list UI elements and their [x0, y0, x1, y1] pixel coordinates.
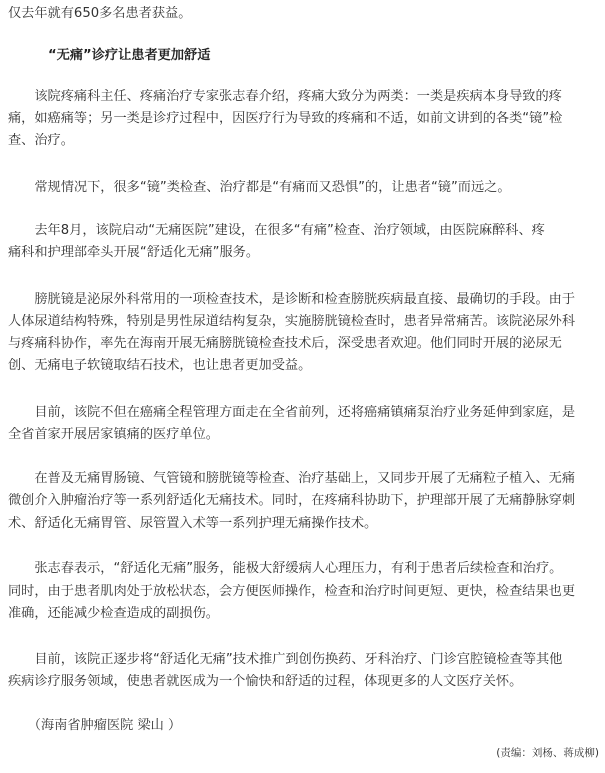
paragraph-line: 目前，该院正逐步将“舒适化无痛”技术推广到创伤换药、牙科治疗、门诊宫腔镜检查等其他: [8, 652, 563, 667]
paragraph-line: 术、舒适化无痛胃管、尿管置入术等一系列护理无痛操作技术。: [8, 516, 378, 531]
paragraph-line: 痛，如癌痛等；另一类是诊疗过程中，因医疗行为导致的疼痛和不适，如前文讲到的各类“镜”检: [8, 111, 563, 126]
paragraph-line: 微创介入肿瘤治疗等一系列舒适化无痛技术。同时，在疼痛科协助下，护理部开展了无痛静脉穿刺: [8, 493, 576, 508]
paragraph-line: 痛科和护理部牵头开展“舒适化无痛”服务。: [8, 245, 260, 260]
paragraph-line: 准确，还能减少检查造成的副损伤。: [8, 606, 219, 621]
editor-credit: (责编：刘杨、蒋成柳): [496, 747, 599, 759]
paragraph-line: 张志春表示，“舒适化无痛”服务，能极大舒缓病人心理压力，有利于患者后续检查和治疗。: [8, 561, 563, 576]
paragraph-line: 在普及无痛胃肠镜、气管镜和膀胱镜等检查、治疗基础上，又同步开展了无痛粒子植入、无痛: [8, 471, 576, 486]
paragraph-line: 膀胱镜是泌尿外科常用的一项检查技术，是诊断和检查膀胱疾病最直接、最确切的手段。由于: [8, 292, 576, 307]
paragraph-line: 疾病诊疗服务领域，使患者就医成为一个愉快和舒适的过程，体现更多的人文医疗关怀。: [8, 674, 523, 689]
paragraph-line: 创、无痛电子软镜取结石技术，也让患者更加受益。: [8, 358, 312, 373]
paragraph-line: 与疼痛科协作，率先在海南开展无痛膀胱镜检查技术后，深受患者欢迎。他们同时开展的泌尿无: [8, 336, 562, 351]
paragraph-line: 查、治疗。: [8, 133, 74, 148]
paragraph-line: 全省首家开展居家镇痛的医疗单位。: [8, 427, 219, 442]
byline: （海南省肿瘤医院 梁山 ）: [8, 718, 182, 733]
intro-line: 仅去年就有650多名患者获益。: [8, 6, 192, 21]
paragraph-line: 目前，该院不但在癌痛全程管理方面走在全省前列，还将癌痛镇痛泵治疗业务延伸到家庭，是: [8, 405, 576, 420]
paragraph-line: 同时，由于患者肌肉处于放松状态，会方便医师操作，检查和治疗时间更短、更快，检查结果也更: [8, 584, 576, 599]
paragraph-line: 人体尿道结构特殊，特别是男性尿道结构复杂，实施膀胱镜检查时，患者异常痛苦。该院泌尿外科: [8, 314, 576, 329]
paragraph-line: 该院疼痛科主任、疼痛治疗专家张志春介绍，疼痛大致分为两类：一类是疾病本身导致的疼: [8, 89, 562, 104]
paragraph-line: 去年8月，该院启动“无痛医院”建设，在很多“有痛”检查、治疗领域，由医院麻醉科、疼: [8, 223, 545, 238]
section-subheading: “无痛”诊疗让患者更加舒适: [48, 48, 211, 63]
paragraph-line: 常规情况下，很多“镜”类检查、治疗都是“有痛而又恐惧”的，让患者“镜”而远之。: [8, 180, 511, 195]
